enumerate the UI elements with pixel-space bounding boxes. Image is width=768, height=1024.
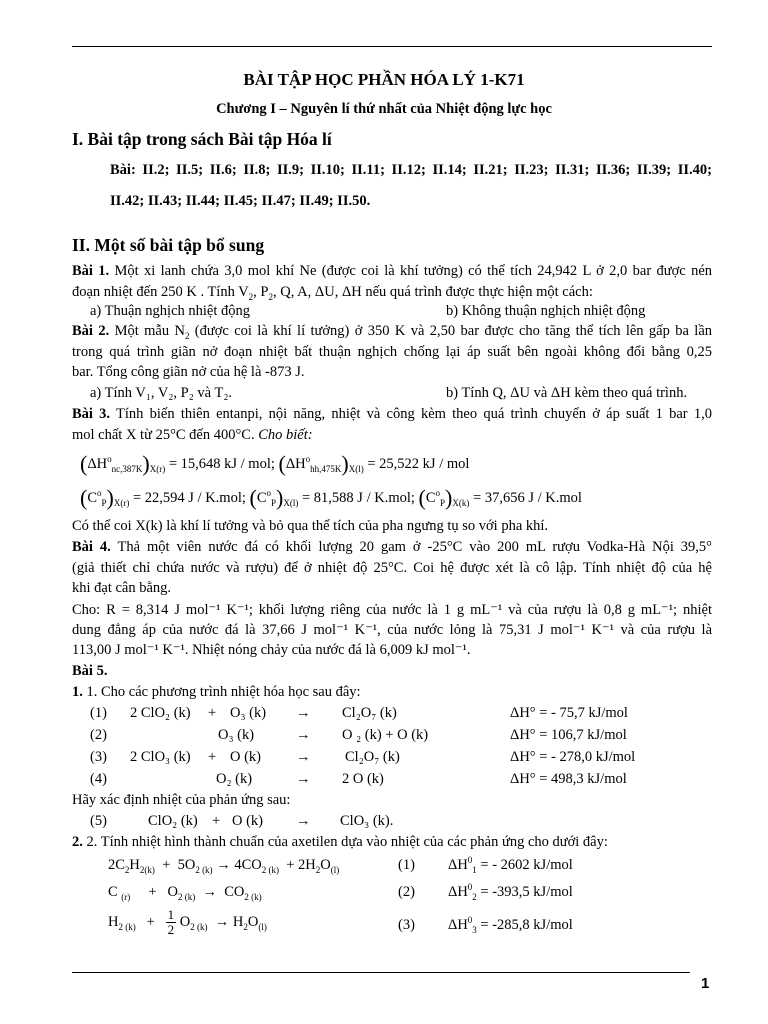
reaction-plus: + [208, 705, 217, 721]
reaction-enthalpy: ΔH° = - 75,7 kJ/mol [510, 705, 628, 721]
bai1-option-b: b) Không thuận nghịch nhiệt động [446, 303, 646, 319]
reaction-reactant: O (k) [232, 813, 264, 829]
section2-heading: II. Một số bài tập bổ sung [72, 235, 265, 255]
bai4-line1: Bài 4. Thả một viên nước đá có khối lượng 20 gam ở -25°C vào 200 mL rượu Vodka-Hà Nội 39,5° [72, 539, 712, 555]
bai2-option-b: b) Tính Q, ΔU và ΔH kèm theo quá trình. [446, 385, 688, 401]
bottom-rule [72, 972, 690, 973]
bai4-line2: (giả thiết chỉ chứa nước và rượu) để ở nhiệt độ 25°C. Coi hệ được xét là cô lập. Tính nhiệt độ của hệ [72, 560, 712, 576]
bai3-line1: Bài 3. Tính biến thiên entanpi, nội năng, nhiệt và công kèm theo quá trình chuyển ở áp suất 1 bar 1,0 [72, 406, 712, 422]
exercise-list-line1: Bài: II.2; II.5; II.6; II.8; II.9; II.10; II.11; II.12; II.14; II.21; II.23; II.31; II.36; II.39; II.40; [110, 162, 712, 178]
reaction-reactant: 2 ClO₂ (k) [130, 705, 191, 721]
reaction-reactant: 2 ClO₃ (k) [130, 749, 191, 765]
reaction-plus: + [212, 813, 221, 829]
bai3-heat-capacity-equation: $(C^o_P)_{X(r)} = 22,594$ J / K.mol; $(C^o_P)_{X(l)} = 81,588$ J / K.mol; $(C^o_P)_{X(k)} = 37,656$ J / K.mol [80, 485, 582, 510]
equation-number: (2) [398, 884, 415, 900]
combustion-equation-1: $2C_2H_{2(k)} + 5O_{2 (k)} \to 4CO_{2 (k)} + 2H_2O_{(l)}$ [108, 857, 340, 875]
equation-enthalpy: $\Delta H^0_3 = -285,8$ kJ/mol [448, 915, 573, 935]
reaction-reactant: O₃ (k) [218, 727, 255, 743]
arrow-icon: → [296, 771, 311, 787]
bai4-line6: 113,00 J mol⁻¹ K⁻¹. Nhiệt nóng chảy của nước đá là 6,009 kJ mol⁻¹. [72, 642, 471, 658]
reaction-number: (2) [90, 727, 107, 743]
reaction-enthalpy: ΔH° = - 278,0 kJ/mol [510, 749, 636, 765]
reaction-enthalpy: ΔH° = 106,7 kJ/mol [510, 727, 627, 743]
reaction-product: O ₂ (k) + O (k) [342, 727, 429, 743]
exercise-list-line2: II.42; II.43; II.44; II.45; II.47; II.49; II.50. [110, 193, 371, 209]
bai5-question2: 2. 2. Tính nhiệt hình thành chuẩn của axetilen dựa vào nhiệt của các phản ứng cho dưới đây: [72, 834, 608, 850]
combustion-equation-2: C $_{(r)}$ + $O_{2 (k)} \to CO_{2 (k)}$ [108, 884, 262, 902]
bai4-line3: khi đạt cân bằng. [72, 580, 172, 596]
bai1-option-a: a) Thuận nghịch nhiệt động [90, 303, 251, 319]
page-number: 1 [701, 975, 710, 992]
reaction-reactant: O (k) [230, 749, 262, 765]
combustion-equation-3: $H_{2 (k)}$ + $\frac{1}{2}$ $O_{2 (k)} \to H_2O_{(l)}$ [108, 907, 267, 938]
bai3-note: Có thể coi X(k) là khí lí tưởng và bỏ qua thể tích của pha ngưng tụ so với pha khí. [72, 518, 549, 534]
equation-enthalpy: $\Delta H^0_2 = -393,5$ kJ/mol [448, 882, 573, 902]
bai2-line3: bar. Tổng công giãn nở của hệ là -873 J. [72, 364, 305, 380]
reaction-number: (1) [90, 705, 107, 721]
reaction-plus: + [208, 749, 217, 765]
reaction-reactant: ClO₂ (k) [148, 813, 198, 829]
bai5-ask: Hãy xác định nhiệt của phản ứng sau: [72, 792, 291, 808]
reaction-reactant: O₃ (k) [230, 705, 267, 721]
bai2-line1: Bài 2. Một mẫu $N_2$ (được coi là khí lí tưởng) ở 350 K và 2,50 bar được cho tăng thể tích lên gấp ba lần [72, 323, 713, 341]
reaction-reactant: O₂ (k) [216, 771, 253, 787]
top-rule [72, 46, 712, 47]
bai1-line2: đoạn nhiệt đến 250 K . Tính $V_2$, $P_2$, Q, A, ΔU, ΔH nếu quá trình được thực hiện một cách: [72, 284, 593, 302]
reaction-enthalpy: ΔH° = 498,3 kJ/mol [510, 771, 627, 787]
bai2-option-a: a) Tính V₁, V₂, P₂ và T₂. [90, 385, 232, 401]
arrow-icon: → [296, 749, 311, 765]
section1-heading: I. Bài tập trong sách Bài tập Hóa lí [72, 129, 332, 149]
reaction-product: Cl₂O₇ (k) [342, 705, 397, 721]
page-title: BÀI TẬP HỌC PHẦN HÓA LÝ 1-K71 [243, 70, 525, 89]
chapter-subtitle: Chương I – Nguyên lí thứ nhất của Nhiệt động lực học [216, 101, 552, 117]
reaction-product: 2 O (k) [342, 771, 384, 787]
bai2-line2: trong quá trình giãn nở đoạn nhiệt bất thuận nghịch chống lại áp suất bên ngoài không đổi bằng 0,25 [72, 344, 712, 360]
bai1-line1: Bài 1. Một xi lanh chứa 3,0 mol khí Ne (được coi là khí tưởng) có thể tích 24,942 L ở 2,0 bar được nén [72, 263, 713, 279]
arrow-icon: → [296, 727, 311, 743]
reaction-number: (3) [90, 749, 107, 765]
equation-enthalpy: $\Delta H^0_1$ = - 2602 kJ/mol [448, 855, 573, 875]
bai4-line5: dung đẳng áp của nước đá là 37,66 J mol⁻¹ K⁻¹, của nước lỏng là 75,31 J mol⁻¹ K⁻¹ và của rượu là [72, 622, 712, 638]
reaction-product: Cl₂O₇ (k) [345, 749, 400, 765]
reaction-number: (4) [90, 771, 107, 787]
arrow-icon: → [296, 705, 311, 721]
bai3-enthalpy-equation: $(\Delta H^o_{nc,387K})_{X(r)} = 15,648$ kJ / mol; $(\Delta H^o_{hh,475K})_{X(l)} = 25,522$ kJ / mol [80, 451, 470, 476]
reaction-number: (5) [90, 813, 107, 829]
reaction-product: ClO₃ (k). [340, 813, 394, 829]
bai4-line4: Cho: R = 8,314 J mol⁻¹ K⁻¹; khối lượng riêng của nước là 1 g mL⁻¹ và của rượu là 0,8 g mL⁻¹; nhiệt [72, 602, 712, 618]
bai3-line2: mol chất X từ 25°C đến 400°C. Cho biết: [72, 427, 313, 443]
equation-number: (1) [398, 857, 415, 873]
bai5-label: Bài 5. [72, 663, 108, 679]
bai5-question1: 1. 1. Cho các phương trình nhiệt hóa học sau đây: [72, 684, 361, 700]
equation-number: (3) [398, 917, 415, 933]
arrow-icon: → [296, 813, 311, 829]
